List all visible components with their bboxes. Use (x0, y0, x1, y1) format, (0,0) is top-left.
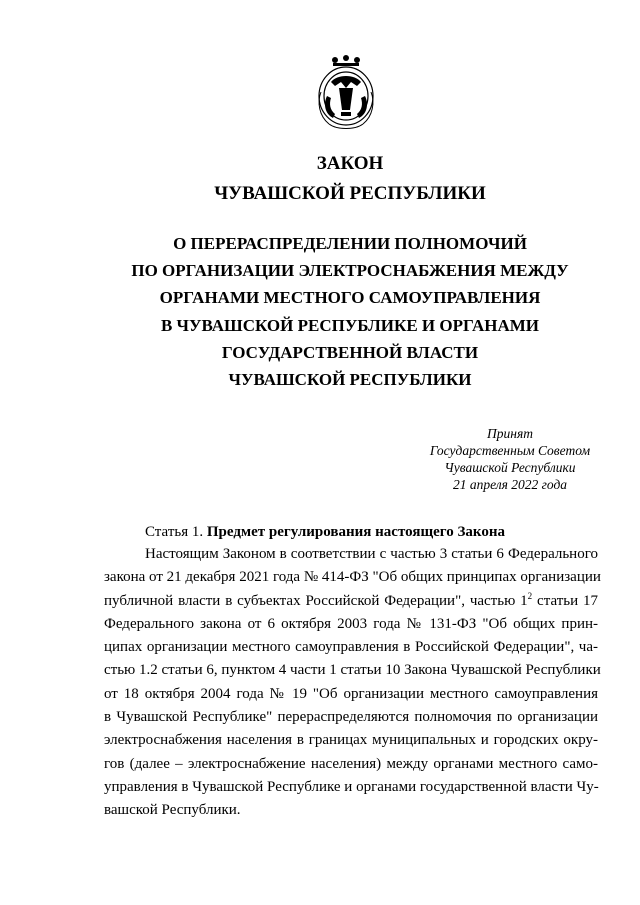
adoption-line: Принят (487, 426, 533, 441)
adoption-note (400, 425, 620, 493)
body-line: закона от 21 декабря 2021 года № 414-ФЗ "Об общих принципах организации (104, 569, 601, 586)
body-line: в Чувашской Республике" перераспределяются полномочия по организации (104, 709, 598, 726)
article-title: Предмет регулирования настоящего Закона (206, 524, 505, 540)
body-line: стью 1.2 статьи 6, пунктом 4 части 1 статьи 10 Закона Чувашской Республики (104, 662, 601, 679)
body-line: от 18 октября 2004 года № 19 "Об организации местного самоуправления (104, 685, 598, 702)
subtitle-line: ПО ОРГАНИЗАЦИИ ЭЛЕКТРОСНАБЖЕНИЯ МЕЖДУ (131, 261, 569, 281)
body-line: управления в Чувашской Республике и органами государственной власти Чу- (104, 778, 599, 795)
subtitle-line: ЧУВАШСКОЙ РЕСПУБЛИКИ (228, 370, 472, 390)
document-title-republic: ЧУВАШСКОЙ РЕСПУБЛИКИ (214, 183, 486, 204)
body-line-with-superscript (104, 590, 598, 613)
subtitle-line: О ПЕРЕРАСПРЕДЕЛЕНИИ ПОЛНОМОЧИЙ (173, 234, 527, 253)
body-line: гов (далее – электроснабжение населения) между органами местного само- (104, 755, 598, 772)
body-line: ципах организации местного самоуправления в Российской Федерации", ча- (104, 639, 598, 656)
article-heading (145, 522, 505, 542)
body-line: вашской Республики. (104, 802, 241, 819)
adoption-line: Чувашской Республики (444, 460, 576, 475)
adoption-line: Государственным Советом (429, 443, 591, 458)
body-line: Настоящим Законом в соответствии с частью 3 статьи 6 Федерального (145, 546, 598, 562)
law-subtitle (70, 230, 630, 393)
adoption-date: 21 апреля 2022 года (452, 477, 568, 492)
article-label: Статья 1. (145, 524, 204, 540)
superscript: 2 (527, 590, 533, 601)
subtitle-line: ОРГАНАМИ МЕСТНОГО САМОУПРАВЛЕНИЯ (159, 288, 541, 308)
body-line-text: публичной власти в субъектах Российской Федерации", частью 1 (104, 592, 528, 609)
document-title: ЗАКОН (316, 153, 384, 174)
subtitle-line: ГОСУДАРСТВЕННОЙ ВЛАСТИ (221, 342, 479, 362)
body-line-tail: статьи 17 (532, 592, 599, 609)
body-line: электроснабжения населения в границах муниципальных и городских окру- (104, 732, 598, 749)
coat-of-arms-emblem (311, 52, 381, 132)
subtitle-line: В ЧУВАШСКОЙ РЕСПУБЛИКЕ И ОРГАНАМИ (160, 315, 540, 335)
body-line: Федерального закона от 6 октября 2003 года № 131-ФЗ "Об общих прин- (104, 615, 598, 632)
article-body (104, 543, 601, 823)
